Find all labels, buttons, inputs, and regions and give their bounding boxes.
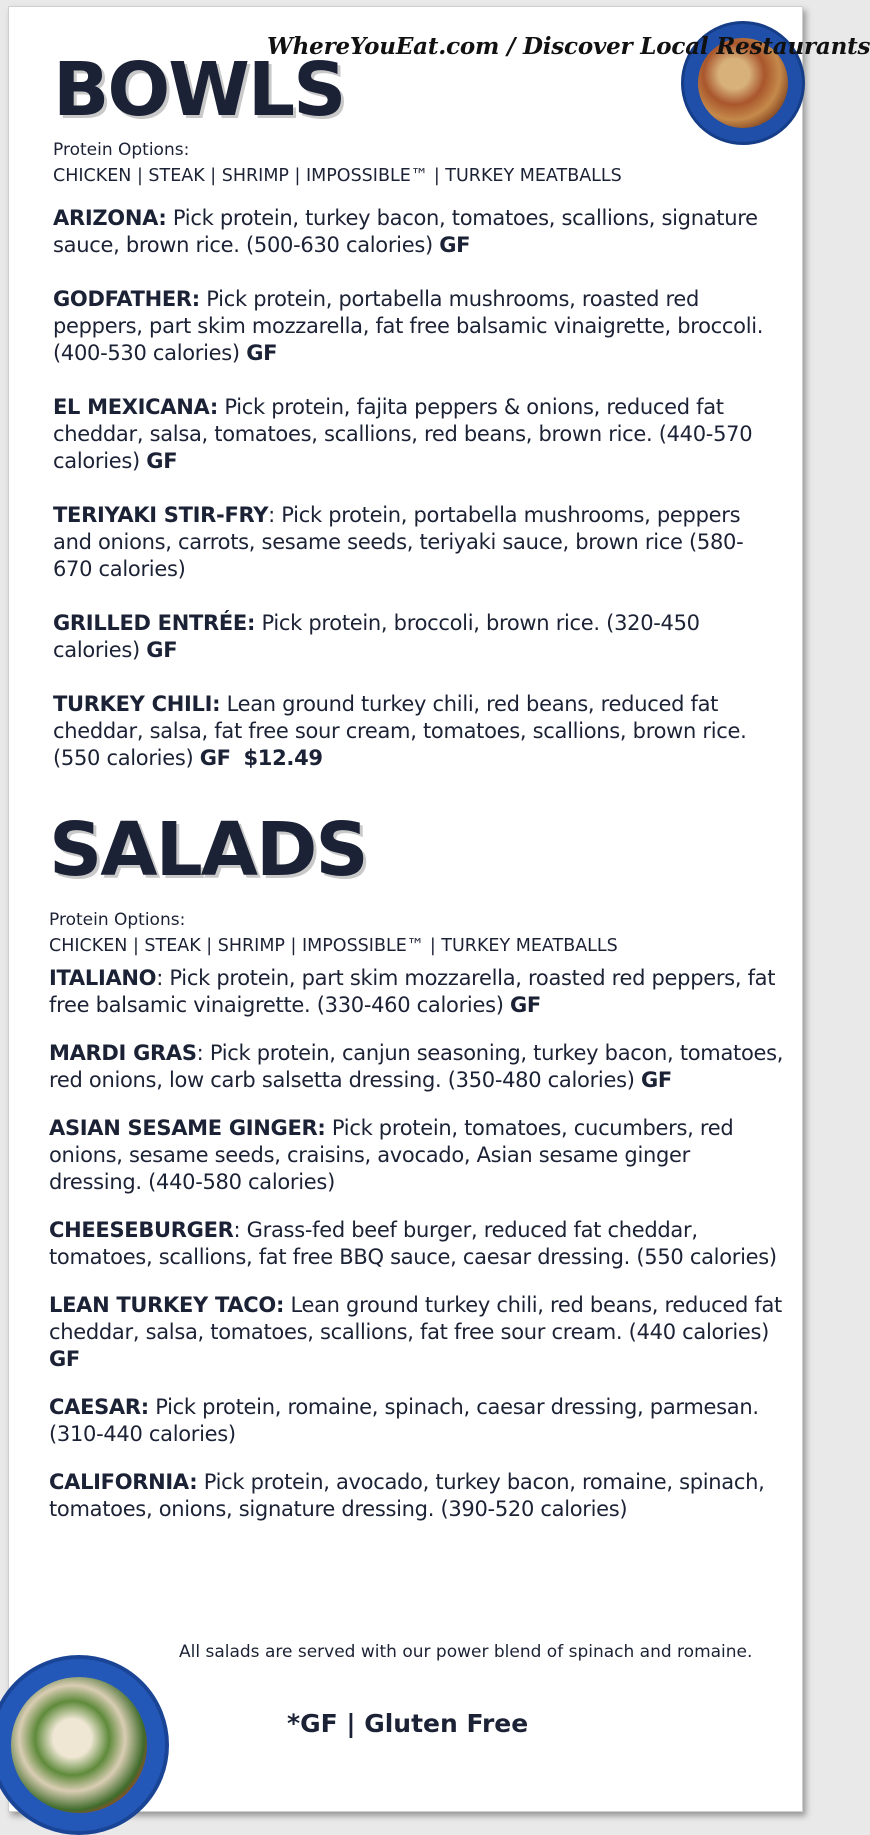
menu-page [8,6,870,1812]
gf-badge: GF [640,1068,672,1092]
gf-badge: GF [199,746,231,770]
item-name: CALIFORNIA: [49,1470,198,1494]
item-name: GRILLED ENTRÉE: [53,611,256,635]
item-name: TERIYAKI STIR-FRY [53,503,269,527]
bowls-protein-options [53,137,622,189]
item-description: : Pick protein, part skim mozzarella, roasted red peppers, fat free balsamic vinaigrette. (330-460 calories) [49,966,776,1017]
gf-badge: GF [49,1347,80,1371]
item-name: CAESAR: [49,1395,149,1419]
item-description: Pick protein, fajita peppers & onions, reduced fat cheddar, salsa, tomatoes, scallions, red beans, brown rice. (440-570 calories) [53,395,753,473]
protein-options-list: CHICKEN | STEAK | SHRIMP | IMPOSSIBLE™ | TURKEY MEATBALLS [53,166,622,186]
item-name: LEAN TURKEY TACO: [49,1293,285,1317]
item-name: ARIZONA: [53,206,167,230]
item-description: Lean ground turkey chili, red beans, reduced fat cheddar, salsa, fat free sour cream, tomatoes, scallions, brown rice. (550 calories) [53,692,747,770]
menu-item-grilled-entree [53,610,781,664]
salads-protein-options [49,907,618,959]
item-description: : Pick protein, canjun seasoning, turkey bacon, tomatoes, red onions, low carb salsetta dressing. (350-480 calories) [49,1041,784,1092]
menu-item-caesar [49,1394,789,1448]
bowls-menu-list [53,205,781,799]
item-description: Pick protein, turkey bacon, tomatoes, scallions, signature sauce, brown rice. (500-630 calories) [53,206,758,257]
item-description: Pick protein, tomatoes, cucumbers, red onions, sesame seeds, craisins, avocado, Asian sesame ginger dressing. (440-580 calories) [49,1116,734,1194]
item-name: ITALIANO [49,966,157,990]
bowls-heading: BOWLS [53,47,345,133]
item-name: CHEESEBURGER [49,1218,234,1242]
menu-item-asian-sesame-ginger [49,1115,789,1196]
salad-food-photo [0,1655,169,1835]
menu-item-lean-turkey-taco [49,1292,789,1373]
item-name: GODFATHER: [53,287,200,311]
item-description: Lean ground turkey chili, red beans, reduced fat cheddar, salsa, tomatoes, scallions, fat free sour cream. (440 calories) [49,1293,782,1344]
menu-item-arizona [53,205,781,259]
protein-options-list: CHICKEN | STEAK | SHRIMP | IMPOSSIBLE™ | TURKEY MEATBALLS [49,936,618,956]
gf-badge: GF [146,449,178,473]
item-name: TURKEY CHILI: [53,692,221,716]
item-description: Pick protein, romaine, spinach, caesar dressing, parmesan. (310-440 calories) [49,1395,759,1446]
site-watermark: WhereYouEat.com / Discover Local Restaurants [267,33,870,60]
menu-item-godfather [53,286,781,367]
gluten-free-legend: *GF | Gluten Free [287,1709,529,1738]
menu-item-turkey-chili [53,691,781,772]
item-description: : Pick protein, portabella mushrooms, peppers and onions, carrots, sesame seeds, teriyaki sauce, brown rice (580-670 calories) [53,503,744,581]
protein-options-label: Protein Options: [53,140,190,160]
menu-item-mardi-gras [49,1040,789,1094]
item-description: Pick protein, broccoli, brown rice. (320-450 calories) [53,611,700,662]
protein-options-label: Protein Options: [49,910,186,930]
item-name: MARDI GRAS [49,1041,197,1065]
menu-item-cheeseburger [49,1217,789,1271]
salad-footnote: All salads are served with our power blend of spinach and romaine. [179,1642,753,1662]
gf-badge: GF [439,233,471,257]
item-description: Pick protein, portabella mushrooms, roasted red peppers, part skim mozzarella, fat free balsamic vinaigrette, broccoli. (400-530 calories) [53,287,764,365]
gf-badge: GF [246,341,278,365]
item-description: : Grass-fed beef burger, reduced fat cheddar, tomatoes, scallions, fat free BBQ sauce, caesar dressing. (550 calories) [49,1218,777,1269]
item-price: $12.49 [243,746,323,770]
item-name: EL MEXICANA: [53,395,218,419]
salads-heading: SALADS [49,807,367,893]
gf-badge: GF [509,993,541,1017]
menu-item-california [49,1469,789,1523]
menu-item-italiano [49,965,789,1019]
item-name: ASIAN SESAME GINGER: [49,1116,326,1140]
salads-menu-list [49,965,789,1544]
menu-item-el-mexicana [53,394,781,475]
gf-badge: GF [146,638,178,662]
item-description: Pick protein, avocado, turkey bacon, romaine, spinach, tomatoes, onions, signature dressing. (390-520 calories) [49,1470,765,1521]
menu-item-teriyaki-stir-fry [53,502,781,583]
